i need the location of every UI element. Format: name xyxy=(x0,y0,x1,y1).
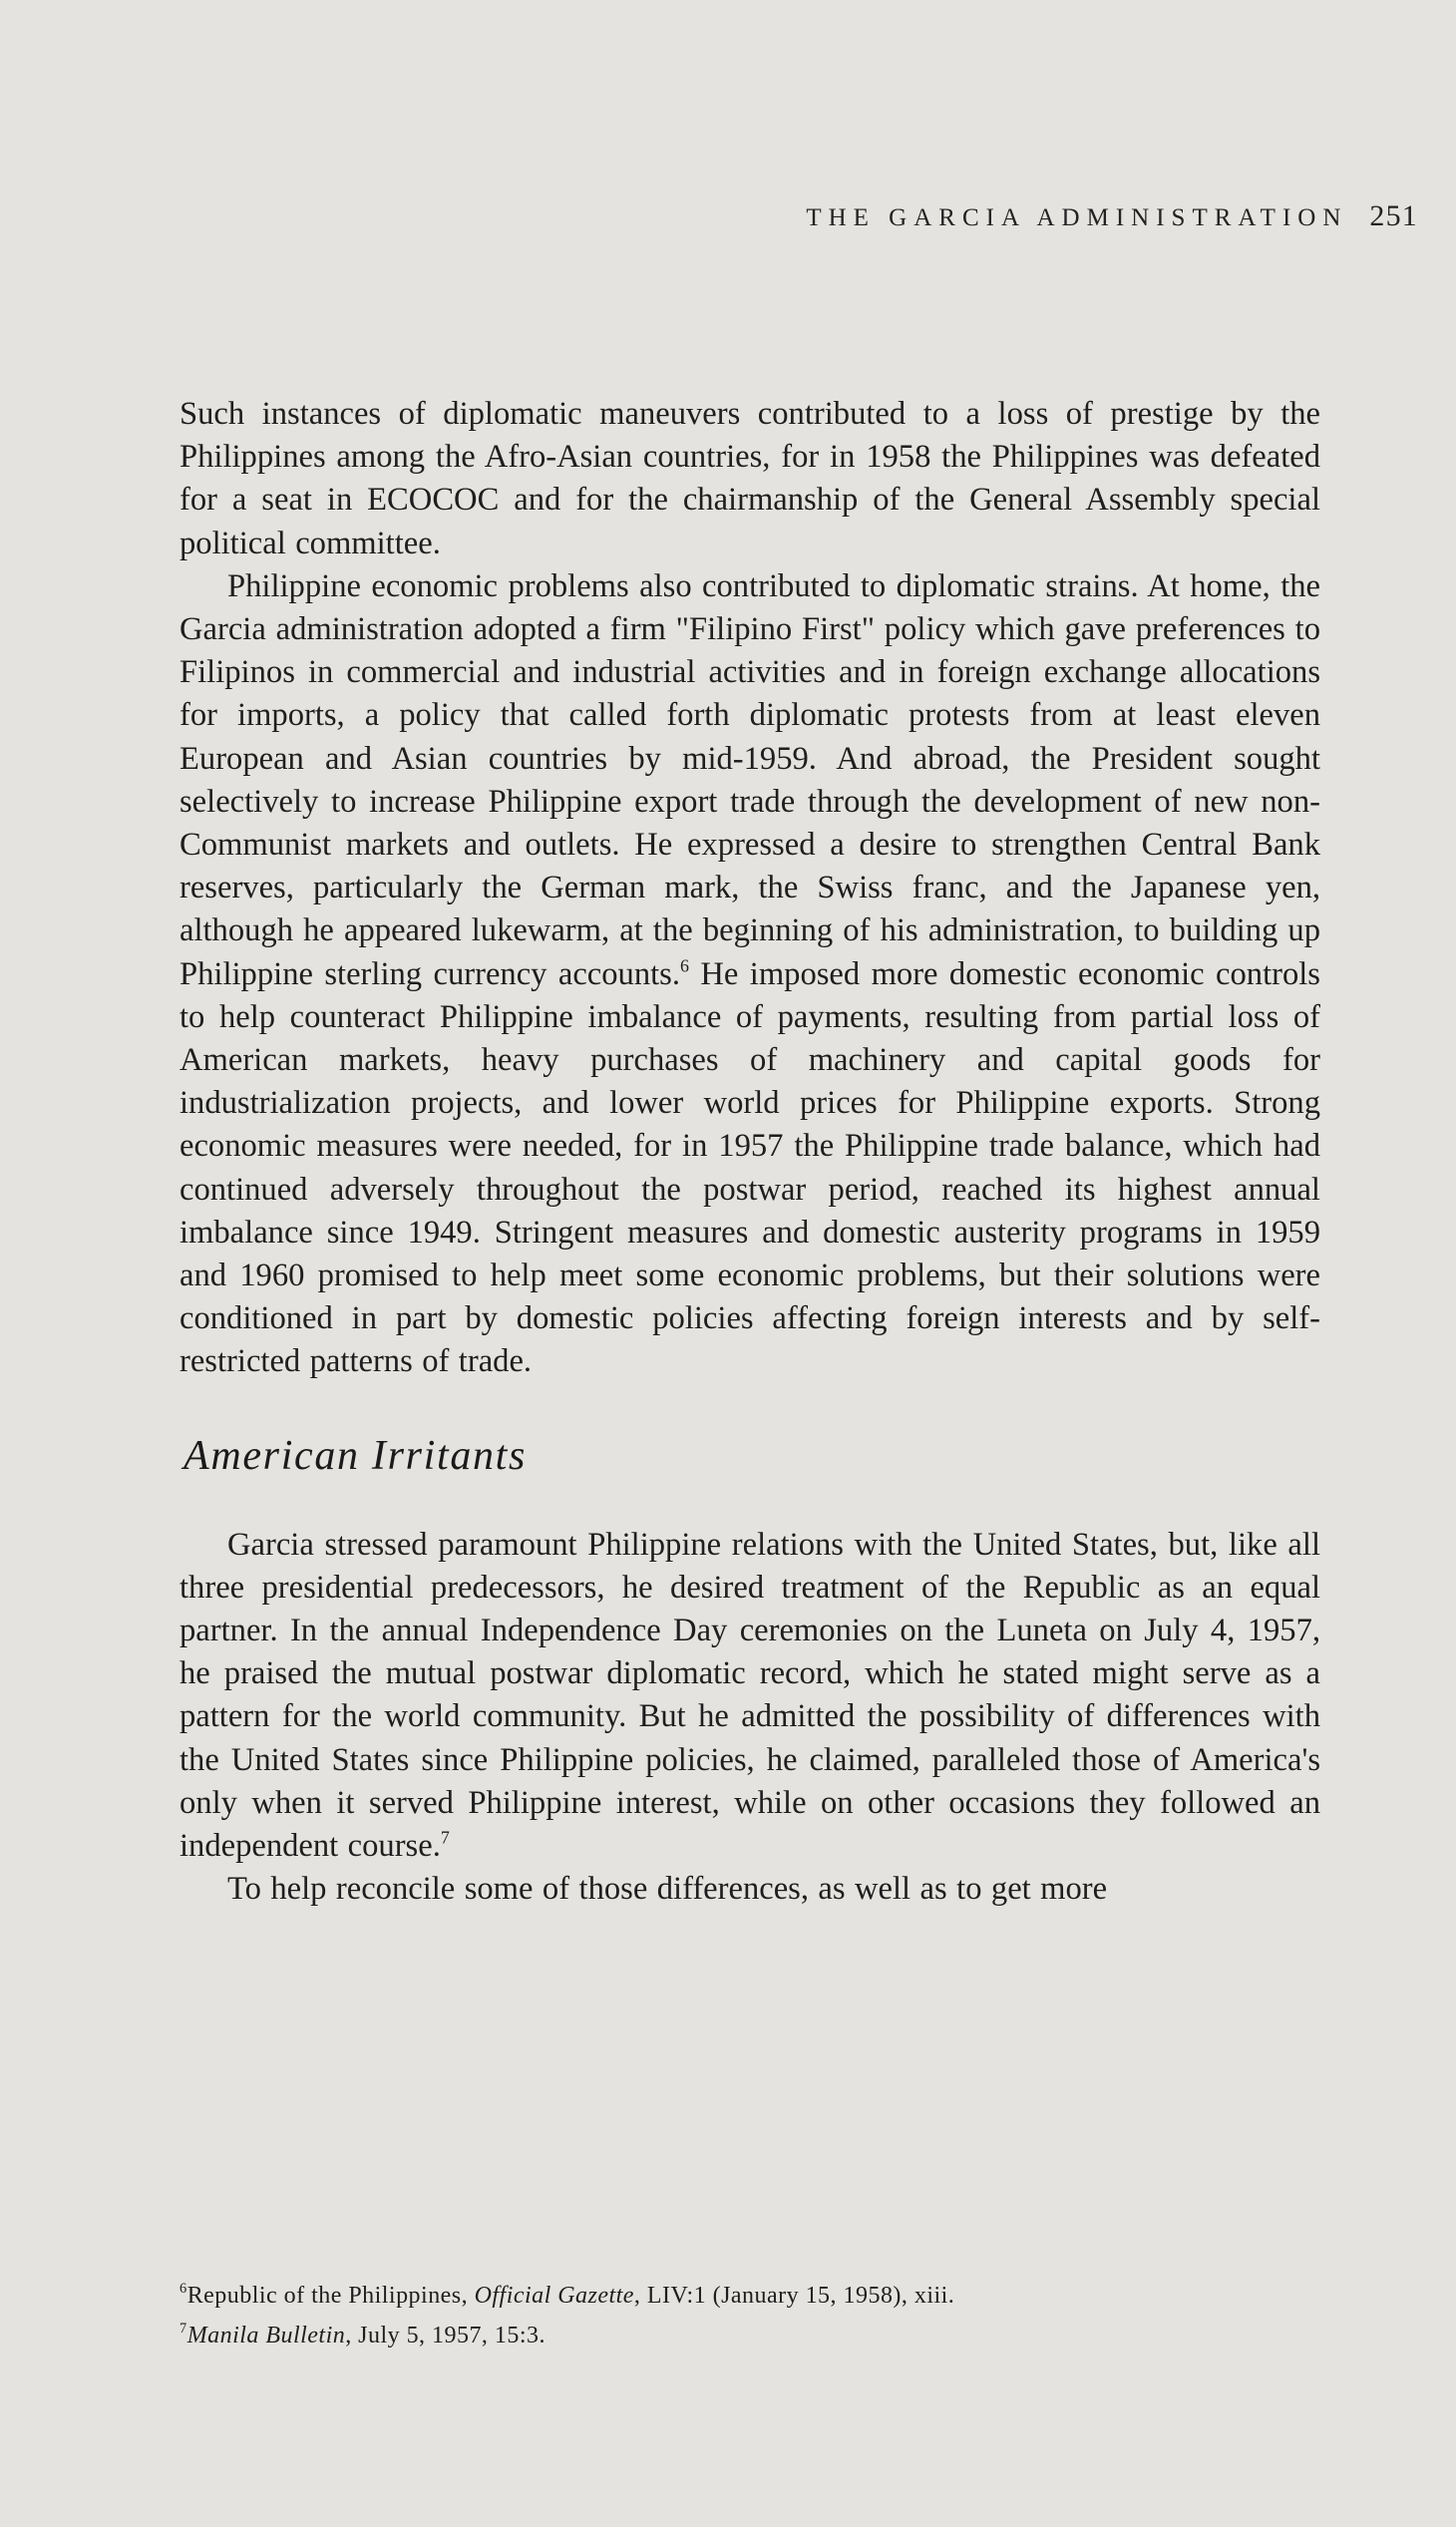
section-heading: American Irritants xyxy=(183,1432,528,1479)
footnote-marker: 6 xyxy=(180,2280,187,2297)
footnote-suffix: , LIV:1 (January 15, 1958), xiii. xyxy=(633,2283,955,2309)
footnote-7 xyxy=(180,2316,1320,2355)
footnote-source: Manila Bulletin xyxy=(186,2323,346,2348)
paragraph-4: To help reconcile some of those differences, as well as to get more xyxy=(227,1871,1108,1908)
footnote-ref-6: 6 xyxy=(679,955,689,976)
footnote-source: Official Gazette xyxy=(474,2283,634,2309)
paragraph-2-part-2: He imposed more domestic economic controls to help counteract Philippine imbalance of payments, resulting from partial loss of American markets, heavy purchases of machinery and capital goods for industrialization projects, and lower world prices for Philippine exports. Strong economic measures were needed, for in 1957 the Philippine trade balance, which had continued adversely throughout the postwar period, reached its highest annual imbalance since 1949. Stringent measures and domestic austerity programs in 1959 and 1960 promised to help meet some economic problems, but their solutions were conditioned in part by domestic policies affecting foreign interests and by self-restricted patterns of trade. xyxy=(180,955,1320,1380)
paragraph-3 xyxy=(180,1524,1320,1869)
footnote-prefix: Republic of the Philippines, xyxy=(186,2283,475,2309)
paragraph-2-part-1: Philippine economic problems also contributed to diplomatic strains. At home, the Garcia administration adopted a firm "Filipino First" policy which gave preferences to Filipinos in commercial and industrial activities and in foreign exchange allocations for imports, a policy that called forth diplomatic protests from at least eleven European and Asian countries by mid-1959. And abroad, the President sought selectively to increase Philippine export trade through the development of new non-Communist markets and outlets. He expressed a desire to strengthen Central Bank reserves, particularly the German mark, the Swiss franc, and the Japanese yen, although he appeared lukewarm, at the beginning of his administration, to building up Philippine sterling currency accounts. xyxy=(180,567,1320,992)
paragraph-1: Such instances of diplomatic maneuvers contributed to a loss of prestige by the Philippines among the Afro-Asian countries, for in 1958 the Philippines was defeated for a seat in ECOCOC and for the chairmanship of the General Assembly special political committee. xyxy=(180,396,1320,561)
running-head xyxy=(806,199,1418,233)
footnote-marker: 7 xyxy=(180,2320,187,2337)
running-head-title: THE GARCIA ADMINISTRATION xyxy=(806,204,1348,231)
paragraph-2 xyxy=(180,565,1320,1384)
footnotes xyxy=(180,2276,1320,2355)
page-number: 251 xyxy=(1369,199,1418,232)
paragraph-3-text: Garcia stressed paramount Philippine relations with the United States, but, like all three presidential predecessors, he desired treatment of the Republic as an equal partner. In the annual Independence Day ceremonies on the Luneta on July 4, 1957, he praised the mutual postwar diplomatic record, which he stated might serve as a pattern for the world community. But he admitted the possibility of differences with the United States since Philippine policies, he claimed, paralleled those of America's only when it served Philippine interest, while on other occasions they followed an independent course. xyxy=(180,1526,1320,1865)
footnote-suffix: , July 5, 1957, 15:3. xyxy=(345,2323,546,2348)
footnote-ref-7: 7 xyxy=(440,1827,450,1848)
body-text xyxy=(180,393,1320,1912)
footnote-6 xyxy=(180,2276,1320,2316)
